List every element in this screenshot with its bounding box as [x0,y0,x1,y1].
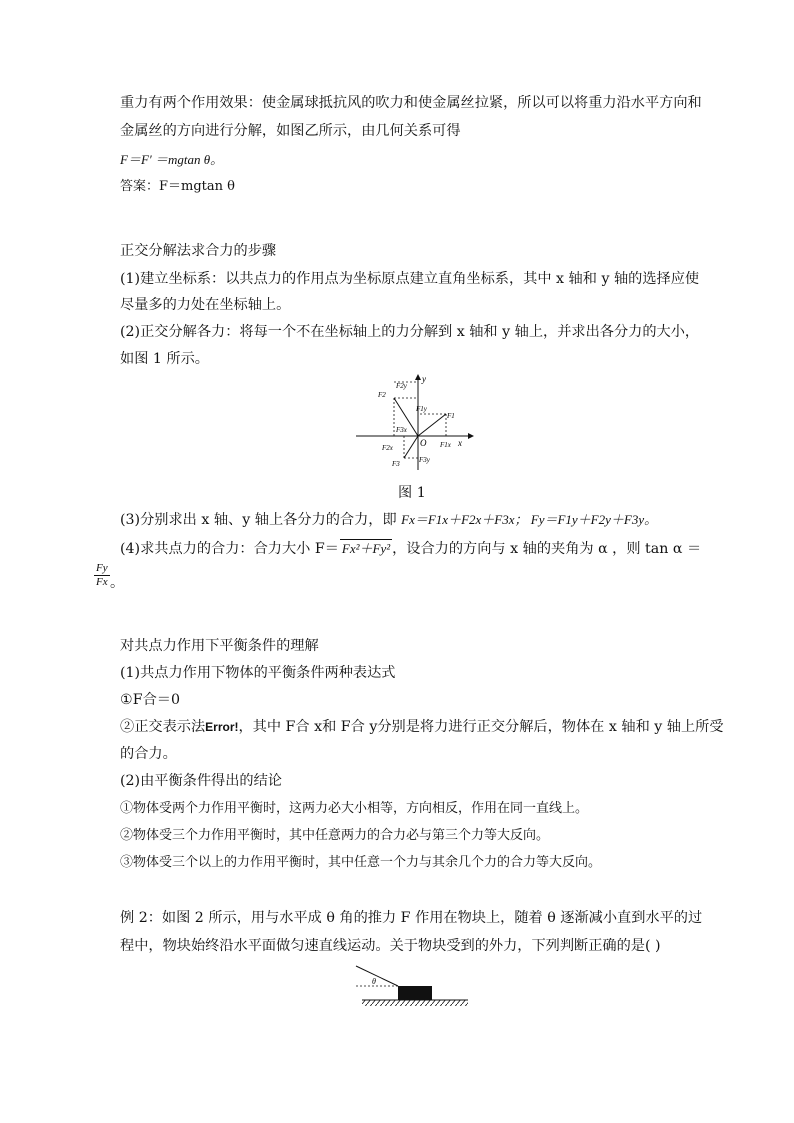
figure-1-force-diagram [352,370,492,470]
label-f1: F1 [447,412,455,420]
block [398,986,432,1000]
step-4-prefix: (4)求共点力的合力：合力大小 F＝ [120,541,339,557]
label-f2x: F2x [382,444,393,452]
vector-f3 [404,436,418,458]
step-3-line [120,511,657,529]
equilibrium-item-1: ①F合＝0 [120,692,180,708]
fraction-denominator: Fx [96,576,108,588]
figure-2-block-on-ground [352,962,472,1012]
answer-line: 答案：F＝mgtan θ [120,179,235,194]
label-f3x: F3x [396,426,407,434]
paragraph-gravity-effects-2: 金属丝的方向进行分解，如图乙所示，由几何关系可得 [120,123,461,139]
label-f1y: F1y [416,405,427,413]
example-2-line-1: 例 2：如图 2 所示，用与水平成 θ 角的推力 F 作用在物块上，随着 θ 逐渐减小直到水平的过 [120,910,703,926]
figure-1-caption: 图 1 [398,485,426,501]
step-1-line-a: (1)建立坐标系：以共点力的作用点为坐标原点建立直角坐标系，其中 x 轴和 y 轴的选择应使 [120,271,700,287]
item-2-error-text: Error! [205,720,239,734]
conclusion-3: ③物体受三个以上的力作用平衡时，其中任意一个力与其余几个力的合力等大反向。 [120,855,602,870]
label-o: O [420,438,427,448]
y-axis-arrow [415,374,421,380]
step-1-line-b: 尽量多的力处在坐标轴上。 [120,297,291,313]
item-2-prefix: ②正交表示法 [120,719,206,735]
label-x: x [458,438,462,448]
fraction-numerator: Fy [96,562,108,574]
step-2-line-a: (2)正交分解各力：将每一个不在坐标轴上的力分解到 x 轴和 y 轴上，并求出各分力的大小， [120,324,700,340]
push-force-line [356,966,398,986]
section-title-orthogonal-decomposition: 正交分解法求合力的步骤 [120,243,277,259]
formula-f-equals-mgtan: F＝F′ ＝mgtan θ。 [120,152,224,167]
step-2-line-b: 如图 1 所示。 [120,351,209,367]
example-2-line-2: 程中，物块始终沿水平面做匀速直线运动。关于物块受到的外力，下列判断正确的是( ) [120,938,661,954]
step-3-formula: Fx＝F1x＋F2x＋F3x； Fy＝F1y＋F2y＋F3y。 [401,512,658,527]
paragraph-gravity-effects-1: 重力有两个作用效果：使金属球抵抗风的吹力和使金属丝拉紧，所以可以将重力沿水平方向和 [120,95,702,111]
conclusion-2: ②物体受三个力作用平衡时，其中任意两力的合力必与第三个力等大反向。 [120,828,550,843]
step-4-sqrt-expression: Fx²＋Fy² [341,541,391,556]
equilibrium-item-2-b: 的合力。 [120,746,177,762]
theta-label: θ [372,977,376,986]
label-f2y: F2y [396,382,407,390]
step-3-prefix: (3)分别求出 x 轴、y 轴上各分力的合力，即 [120,512,402,528]
conclusion-1: ①物体受两个力作用平衡时，这两力必大小相等，方向相反，作用在同一直线上。 [120,801,589,816]
equilibrium-sub-1: (1)共点力作用下物体的平衡条件两种表达式 [120,665,396,681]
step-4-end: 。 [110,575,125,591]
label-f3y: F3y [419,456,430,464]
label-f2: F2 [378,391,386,399]
section-title-equilibrium: 对共点力作用下平衡条件的理解 [120,638,319,654]
step-4-suffix: ，设合力的方向与 x 轴的夹角为 α ，则 tan α ＝ [392,541,702,557]
label-y: y [422,374,426,384]
equilibrium-item-2 [120,718,724,736]
step-4-line [120,539,701,558]
equilibrium-sub-2: (2)由平衡条件得出的结论 [120,773,282,789]
x-axis-arrow [468,433,474,439]
label-f1x: F1x [440,441,451,449]
item-2-suffix: ，其中 F合 x和 F合 y分别是将力进行正交分解后，物体在 x 轴和 y 轴上所受 [238,719,724,735]
vector-f1 [418,414,446,436]
label-f3: F3 [392,460,400,468]
ground-hatching [362,1000,468,1006]
